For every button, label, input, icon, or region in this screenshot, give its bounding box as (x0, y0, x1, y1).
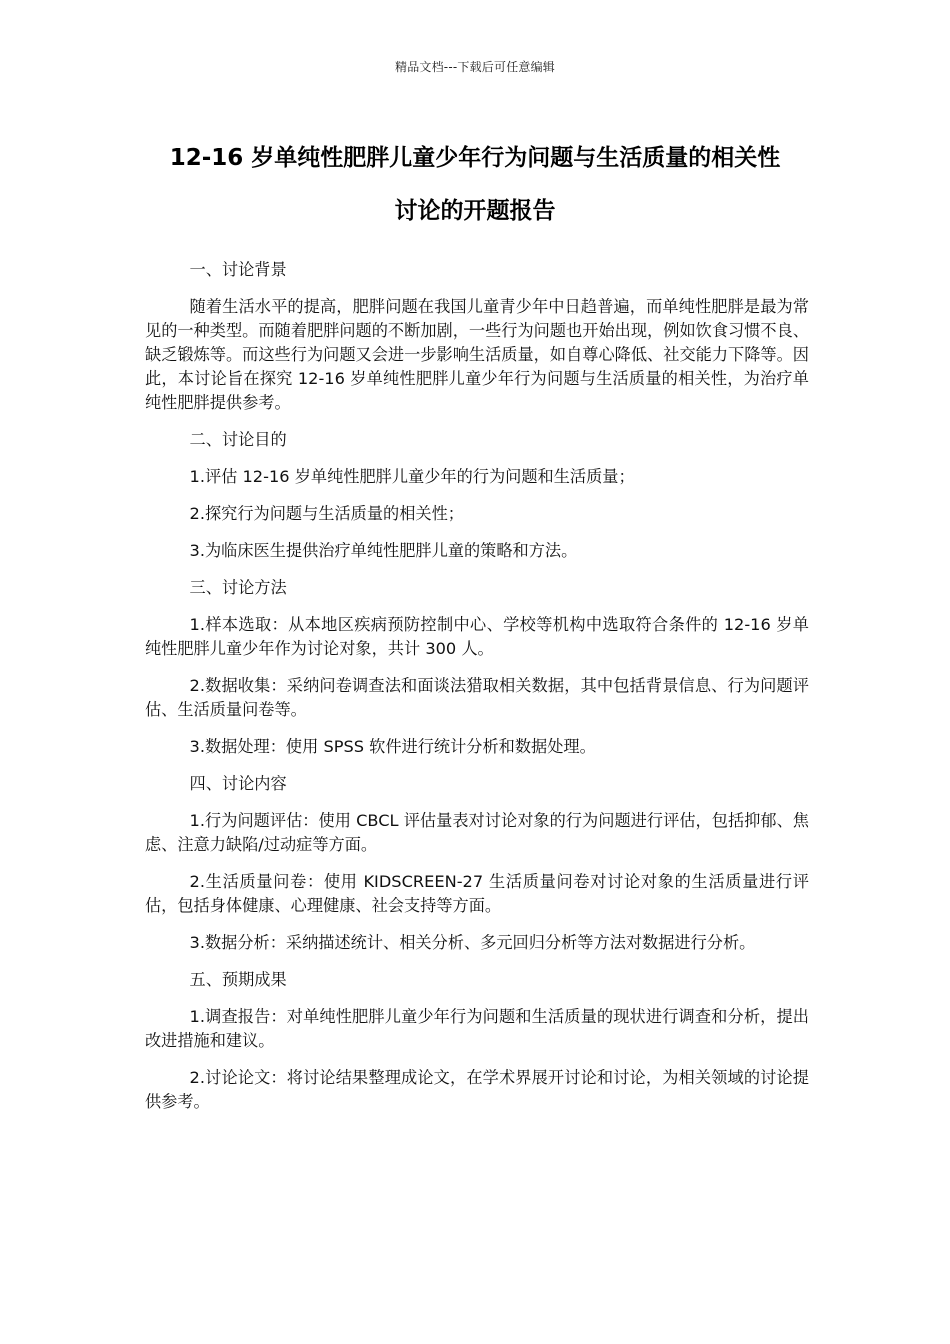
methods-item: 2.数据收集：采纳问卷调查法和面谈法猎取相关数据，其中包括背景信息、行为问题评估、生活质量问卷等。 (145, 676, 809, 719)
page-header-watermark: 精品文档---下载后可任意编辑 (395, 60, 555, 74)
section-heading-outcomes: 五、预期成果 (189, 970, 287, 989)
document-title (120, 132, 830, 238)
section-heading-purpose: 二、讨论目的 (189, 430, 287, 449)
section-heading-content: 四、讨论内容 (189, 774, 287, 793)
content-item: 3.数据分析：采纳描述统计、相关分析、多元回归分析等方法对数据进行分析。 (189, 933, 756, 952)
purpose-item: 3.为临床医生提供治疗单纯性肥胖儿童的策略和方法。 (189, 541, 578, 560)
methods-item: 1.样本选取：从本地区疾病预防控制中心、学校等机构中选取符合条件的 12-16 岁单纯性肥胖儿童少年作为讨论对象，共计 300 人。 (145, 615, 809, 658)
methods-item: 3.数据处理：使用 SPSS 软件进行统计分析和数据处理。 (189, 737, 596, 756)
outcomes-item: 2.讨论论文：将讨论结果整理成论文，在学术界展开讨论和讨论，为相关领域的讨论提供参考。 (145, 1068, 809, 1111)
content-item: 2.生活质量问卷：使用 KIDSCREEN-27 生活质量问卷对讨论对象的生活质量进行评估，包括身体健康、心理健康、社会支持等方面。 (145, 872, 809, 915)
document-body (145, 258, 809, 1127)
purpose-item: 1.评估 12-16 岁单纯性肥胖儿童少年的行为问题和生活质量； (189, 467, 635, 486)
outcomes-item: 1.调查报告：对单纯性肥胖儿童少年行为问题和生活质量的现状进行调查和分析，提出改进措施和建议。 (145, 1007, 809, 1050)
section-heading-background: 一、讨论背景 (189, 260, 287, 279)
section-heading-methods: 三、讨论方法 (189, 578, 287, 597)
content-item: 1.行为问题评估：使用 CBCL 评估量表对讨论对象的行为问题进行评估，包括抑郁、焦虑、注意力缺陷/过动症等方面。 (145, 811, 809, 854)
purpose-item: 2.探究行为问题与生活质量的相关性； (189, 504, 464, 523)
title-line-2: 讨论的开题报告 (394, 198, 556, 224)
title-line-1: 12-16 岁单纯性肥胖儿童少年行为问题与生活质量的相关性 (169, 145, 781, 171)
background-paragraph: 随着生活水平的提高，肥胖问题在我国儿童青少年中日趋普遍，而单纯性肥胖是最为常见的一种类型。而随着肥胖问题的不断加剧，一些行为问题也开始出现，例如饮食习惯不良、缺乏锻炼等。而这些行为问题又会进一步影响生活质量，如自尊心降低、社交能力下降等。因此，本讨论旨在探究 12-16 岁单纯性肥胖儿童少年行为问题与生活质量的相关性，为治疗单纯性肥胖提供参考。 (145, 297, 809, 412)
